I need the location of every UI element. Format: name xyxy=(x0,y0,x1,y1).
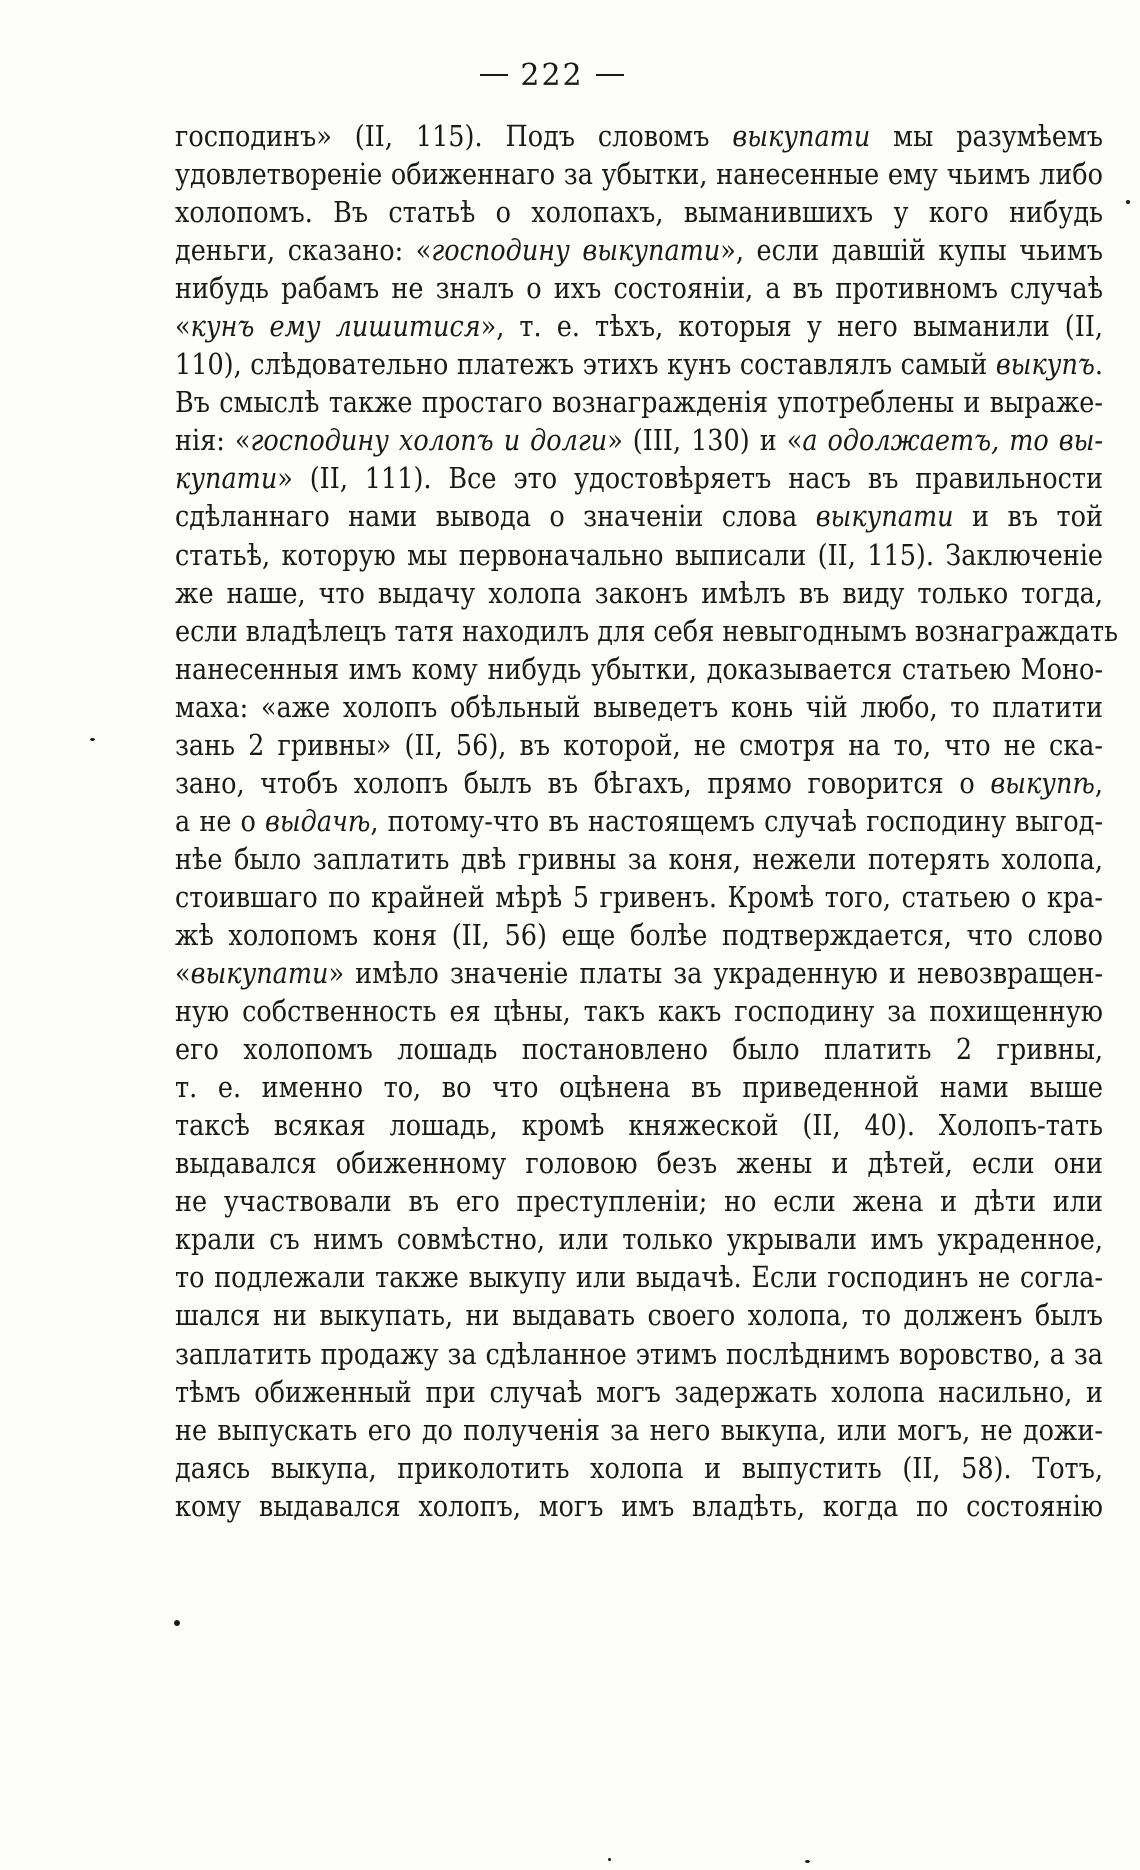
text-line xyxy=(175,991,1103,1034)
text-line xyxy=(175,1029,1103,1072)
text-run: стоившаго по крайней мѣрѣ 5 гривенъ. Кромѣ того, статьею о кра- xyxy=(175,881,1103,915)
text-run: его холопомъ лошадь постановлено было платить 2 гривны, xyxy=(175,1033,1103,1067)
text-run: то подлежали также выкупу или выдачѣ. Если господинъ не согла- xyxy=(175,1261,1103,1296)
ink-speck xyxy=(174,1620,180,1626)
text-run: , потому-что въ настоящемъ случаѣ господину выгод- xyxy=(370,805,1103,839)
text-run: « xyxy=(175,957,191,991)
text-line xyxy=(175,1371,1103,1414)
text-line xyxy=(175,1067,1103,1110)
text-line xyxy=(175,1257,1103,1300)
text-line xyxy=(175,915,1103,958)
text-line xyxy=(175,496,1103,539)
italic-run: купати xyxy=(175,462,278,497)
ink-speck xyxy=(608,1858,611,1861)
text-run: деньги, сказано: « xyxy=(175,234,432,268)
text-run: выдавался обиженному головою безъ жены и дѣтей, если они xyxy=(175,1147,1103,1182)
text-line xyxy=(175,610,1118,653)
text-line xyxy=(175,839,1103,882)
italic-run: выкупъ xyxy=(995,348,1095,383)
text-line xyxy=(175,686,1103,729)
text-line xyxy=(175,154,1103,197)
text-run: 110), слѣдовательно платежъ этихъ кунъ составлялъ самый xyxy=(175,348,996,383)
text-line xyxy=(175,1181,1103,1224)
italic-run: выкупати xyxy=(732,120,871,154)
text-run: заплатить продажу за сдѣланное этимъ послѣднимъ воровство, а за xyxy=(175,1337,1103,1372)
text-run: статьѣ, которую мы первоначально выписали (II, 115). Заключеніе xyxy=(175,538,1103,573)
text-run: », т. е. тѣхъ, которыя у него выманили (II, xyxy=(480,310,1103,345)
text-run: зано, чтобъ холопъ былъ въ бѣгахъ, прямо говорится о xyxy=(175,766,991,801)
text-run: « xyxy=(175,310,191,345)
text-line xyxy=(175,116,1103,159)
text-line xyxy=(175,268,1103,311)
text-run: тѣмъ обиженный при случаѣ могъ задержать холопа насильно, и xyxy=(175,1375,1103,1410)
text-run: », если давшій купы чьимъ xyxy=(720,234,1103,268)
text-run: нибудь рабамъ не зналъ о ихъ состояніи, а въ противномъ случаѣ xyxy=(175,272,1103,306)
text-run: » (III, 130) и « xyxy=(607,424,803,459)
text-line xyxy=(175,763,1103,806)
text-run: маха: «аже холопъ обѣльный выведетъ конь чій любо, то платити xyxy=(175,690,1103,725)
text-line xyxy=(175,344,1103,387)
ink-speck xyxy=(1126,200,1130,204)
text-run: Въ смыслѣ также простаго вознагражденія употреблены и выраже- xyxy=(175,386,1103,421)
text-line xyxy=(175,1447,1103,1490)
text-line xyxy=(175,458,1103,501)
text-line xyxy=(175,724,1103,767)
text-run: кому выдавался холопъ, могъ имъ владѣть, когда по состоянію xyxy=(175,1489,1103,1524)
text-line xyxy=(175,877,1103,920)
text-run: даясь выкупа, приколотить холопа и выпустить (II, 58). Тотъ, xyxy=(175,1451,1103,1486)
text-run: не участвовали въ его преступленіи; но если жена и дѣти или xyxy=(175,1185,1103,1220)
text-run: таксѣ всякая лошадь, кромѣ княжеской (II, 40). Холопъ-тать xyxy=(175,1109,1103,1144)
text-run: нія: « xyxy=(175,424,251,459)
text-run: удовлетвореніе обиженнаго за убытки, нанесенные ему чьимъ либо xyxy=(175,158,1103,192)
text-line xyxy=(175,953,1103,996)
text-run: жѣ холопомъ коня (II, 56) еще болѣе подтверждается, что слово xyxy=(175,919,1103,953)
text-line xyxy=(175,1219,1103,1262)
text-line xyxy=(175,306,1103,349)
text-run: » имѣло значеніе платы за украденную и невозвращен- xyxy=(328,957,1103,991)
text-line xyxy=(175,648,1103,691)
text-run: » (II, 111). Все это удостовѣряетъ насъ въ правильности xyxy=(277,462,1103,497)
ink-speck xyxy=(90,738,95,741)
text-line xyxy=(175,382,1103,425)
text-line xyxy=(175,1295,1103,1338)
text-line xyxy=(175,230,1103,273)
text-run: нанесенныя имъ кому нибудь убытки, доказывается статьею Моно- xyxy=(175,652,1103,687)
text-run: т. е. именно то, во что оцѣнена въ приведенной нами выше xyxy=(175,1071,1103,1105)
text-line xyxy=(175,801,1103,844)
italic-run: выкупати xyxy=(190,957,329,991)
text-line xyxy=(175,1485,1103,1528)
text-run: а не о xyxy=(175,805,266,839)
italic-run: выкупати xyxy=(815,500,954,535)
text-run: шался ни выкупать, ни выдавать своего холопа, то долженъ былъ xyxy=(175,1299,1103,1334)
text-run: . xyxy=(1094,348,1103,383)
text-line xyxy=(175,420,1103,463)
italic-run: господину холопъ и долги xyxy=(250,424,608,459)
text-run: зань 2 гривны» (II, 56), въ которой, не смотря на то, что не ска- xyxy=(175,728,1103,763)
left-dash xyxy=(480,74,508,76)
text-run: же наше, что выдачу холопа законъ имѣлъ въ виду только тогда, xyxy=(175,576,1103,611)
italic-run: выкупѣ xyxy=(990,766,1095,801)
page-number: 222 xyxy=(520,58,584,93)
text-run: нѣе было заплатить двѣ гривны за коня, нежели потерять холопа, xyxy=(175,843,1103,877)
ink-speck xyxy=(805,1860,810,1863)
italic-run: выдачѣ xyxy=(265,805,371,839)
italic-run: господину выкупати xyxy=(431,234,721,268)
body-text xyxy=(175,118,1118,1526)
italic-run: кунъ ему лишитися xyxy=(190,310,481,345)
text-run: не выпускать его до полученія за него выкупа, или могъ, не дожи- xyxy=(175,1413,1103,1448)
text-run: ную собственность ея цѣны, такъ какъ господину за похищенную xyxy=(175,995,1103,1029)
text-line xyxy=(175,572,1103,615)
page-number-header xyxy=(0,58,1122,93)
text-run: мы разумѣемъ xyxy=(870,120,1103,154)
text-line xyxy=(175,1105,1103,1148)
text-run: , xyxy=(1094,766,1103,801)
text-run: и въ той xyxy=(953,500,1103,535)
text-line xyxy=(175,192,1103,235)
text-line xyxy=(175,534,1103,577)
text-run: сдѣланнаго нами вывода о значеніи слова xyxy=(175,500,816,535)
text-run: холопомъ. Въ статьѣ о холопахъ, выманившихъ у кого нибудь xyxy=(175,196,1103,230)
text-run: крали съ нимъ совмѣстно, или только укрывали имъ украденное, xyxy=(175,1223,1103,1258)
right-dash xyxy=(596,74,624,76)
text-run: если владѣлецъ татя находилъ для себя невыгоднымъ вознаграждать xyxy=(175,614,1118,649)
text-line xyxy=(175,1333,1103,1376)
text-line xyxy=(175,1409,1103,1452)
italic-run: а одолжаетъ, то вы- xyxy=(802,424,1103,459)
text-run: господинъ» (II, 115). Подъ словомъ xyxy=(175,120,733,154)
text-line xyxy=(175,1143,1103,1186)
